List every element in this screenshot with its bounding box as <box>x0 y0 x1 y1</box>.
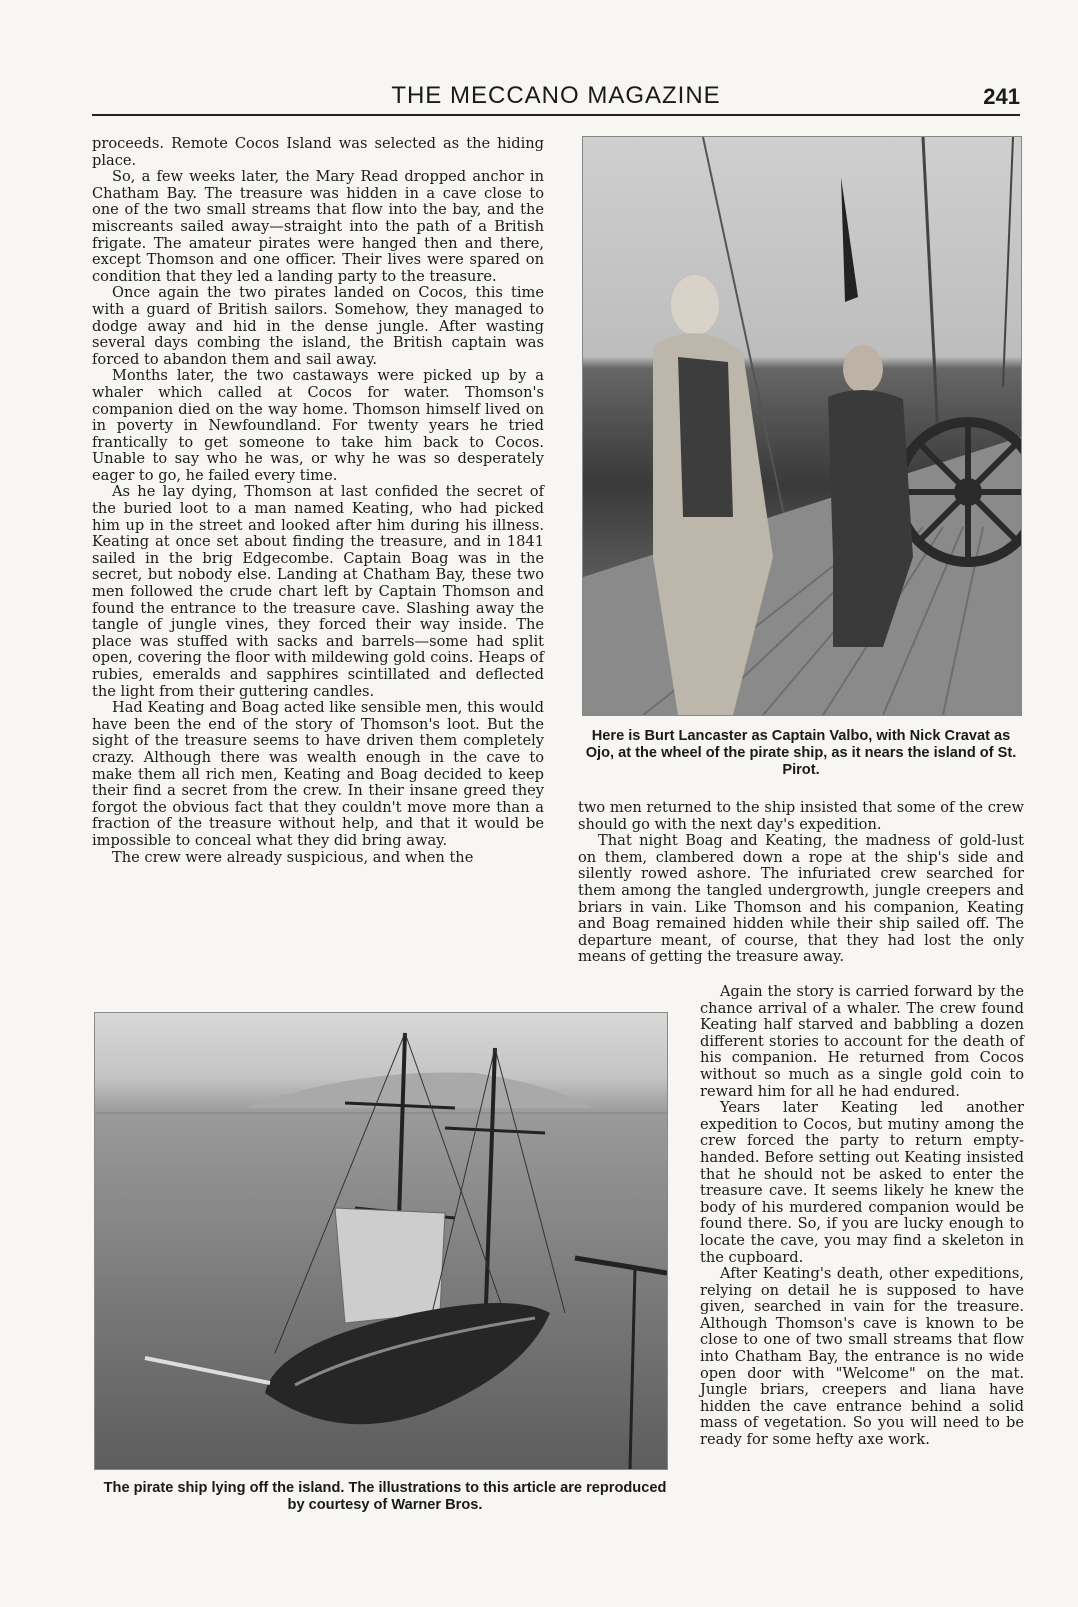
paragraph: Months later, the two castaways were picked up by a whaler which called at Cocos for water. Thomson's companion died on the way home. Thomson himself lived on in poverty in Newfoundland. For twenty years he tried frantically to get someone to take him back to Cocos. Unable to say who he was, or why he was so desperately eager to go, he failed every time. <box>92 367 544 484</box>
paragraph: After Keating's death, other expeditions, relying on detail he is supposed to have given, searched in vain for the treasure. Although Thomson's cave is known to be close to one of two small streams that flow into Chatham Bay, the entrance is no wide open door with "Welcome" on the mat. Jungle briars, creepers and liana have hidden the cave entrance behind a solid mass of vegetation. So you will need to be ready for some hefty axe work. <box>700 1265 1024 1449</box>
deck-photo-caption: Here is Burt Lancaster as Captain Valbo, with Nick Cravat as Ojo, at the wheel of the pirate ship, as it nears the island of St. Pirot. <box>585 728 1017 778</box>
paragraph: proceeds. Remote Cocos Island was selected as the hiding place. <box>92 135 544 169</box>
paragraph: Again the story is carried forward by the chance arrival of a whaler. The crew found Keating half starved and babbling a dozen different stories to account for the death of his companion. He returned from Cocos without so much as a single gold coin to reward him for all he had endured. <box>700 983 1024 1100</box>
ship-photo <box>94 1012 668 1470</box>
deck-photo <box>582 136 1022 716</box>
ship-photo-illustration <box>95 1013 667 1469</box>
paragraph: Once again the two pirates landed on Cocos, this time with a guard of British sailors. Somehow, they managed to dodge away and hid in the dense jungle. After wasting several days combing the island, the British captain was forced to abandon them and sail away. <box>92 284 544 368</box>
paragraph: So, a few weeks later, the Mary Read dropped anchor in Chatham Bay. The treasure was hidden in a cave close to one of the two small streams that flow into the bay, and the miscreants sailed away—straight into the path of a British frigate. The amateur pirates were hanged then and there, except Thomson and one officer. Their lives were spared on condition that they led a landing party to the treasure. <box>92 168 544 285</box>
page-header <box>92 78 1020 116</box>
paragraph: As he lay dying, Thomson at last confided the secret of the buried loot to a man named Keating, who had picked him up in the street and looked after him during his illness. Keating at once set about finding the treasure, and in 1841 sailed in the brig Edgecombe. Captain Boag was in the secret, but nobody else. Landing at Chatham Bay, these two men followed the crude chart left by Captain Thomson and found the entrance to the treasure cave. Slashing away the tangle of jungle vines, they forced their way inside. The place was stuffed with sacks and barrels—some had split open, covering the floor with mildewing gold coins. Heaps of rubies, emeralds and sapphires scintillated and deflected the light from their guttering candles. <box>92 483 544 700</box>
left-column <box>92 136 544 866</box>
paragraph: Years later Keating led another expedition to Cocos, but mutiny among the crew forced the party to return empty-handed. Before setting out Keating insisted that he should not be asked to enter the treasure cave. It seems likely he knew the body of his murdered companion would be found there. So, if you are lucky enough to locate the cave, you may find a skeleton in the cupboard. <box>700 1099 1024 1266</box>
ship-photo-caption: The pirate ship lying off the island. The illustrations to this article are reproduced by courtesy of Warner Bros. <box>103 1480 667 1513</box>
right-column <box>578 800 1024 966</box>
paragraph: two men returned to the ship insisted that some of the crew should go with the next day's expedition. <box>578 799 1024 833</box>
paragraph: That night Boag and Keating, the madness of gold-lust on them, clambered down a rope at the ship's side and silently rowed ashore. The infuriated crew searched for them among the tangled undergrowth, jungle creepers and briars in vain. Like Thomson and his companion, Keating and Boag remained hidden while their ship sailed off. The departure meant, of course, that they had lost the only means of getting the treasure away. <box>578 832 1024 966</box>
deck-photo-illustration <box>583 137 1021 715</box>
paragraph: Had Keating and Boag acted like sensible men, this would have been the end of the story of Thomson's loot. But the sight of the treasure seems to have driven them completely crazy. Although there was wealth enough in the cave to make them all rich men, Keating and Boag decided to keep their find a secret from the crew. In their insane greed they forgot the obvious fact that they couldn't move more than a fraction of the treasure without help, and that it would be impossible to conceal what they did bring away. <box>92 699 544 849</box>
magazine-title: THE MECCANO MAGAZINE <box>391 82 721 109</box>
right-narrow-column <box>700 984 1024 1449</box>
page-number: 241 <box>983 84 1020 109</box>
paragraph: The crew were already suspicious, and when the <box>112 848 474 866</box>
